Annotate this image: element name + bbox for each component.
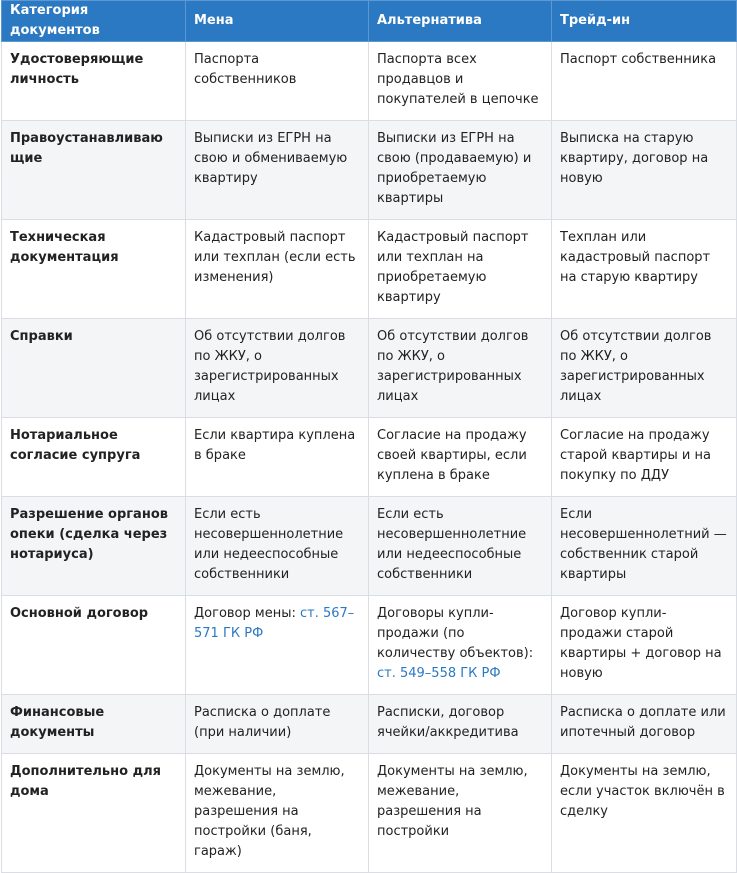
cell-text: Документы на землю, межевание, разрешения на постройки (377, 764, 528, 839)
cell-alternative (369, 754, 552, 873)
header-exchange: Мена (186, 1, 369, 42)
cell-text: Паспорта всех продавцов и покупателей в цепочке (377, 52, 539, 107)
law-article-link[interactable]: ст. 549–558 ГК РФ (377, 666, 501, 681)
cell-text: Техплан или кадастровый паспорт на старую квартиру (560, 230, 711, 285)
header-trade-in: Трейд-ин (552, 1, 737, 42)
table-body (2, 42, 737, 873)
row-category: Справки (2, 319, 186, 418)
table-row (2, 754, 737, 873)
cell-text: Об отсутствии долгов по ЖКУ, о зарегистрированных лицах (377, 329, 529, 404)
table-row (2, 596, 737, 695)
cell-exchange (186, 42, 369, 121)
cell-text: Если квартира куплена в браке (194, 428, 356, 463)
cell-trade-in (552, 319, 737, 418)
cell-text: Договоры купли-продажи (по количеству объектов): (377, 606, 534, 661)
cell-trade-in (552, 42, 737, 121)
cell-text: Согласие на продажу старой квартиры и на покупку по ДДУ (560, 428, 711, 483)
cell-text: Об отсутствии долгов по ЖКУ, о зарегистрированных лицах (194, 329, 346, 404)
table-row (2, 42, 737, 121)
cell-text: Паспорта собственников (194, 52, 297, 87)
cell-text: Расписки, договор ячейки/аккредитива (377, 705, 519, 740)
table-row (2, 319, 737, 418)
cell-trade-in (552, 220, 737, 319)
cell-trade-in (552, 497, 737, 596)
cell-trade-in (552, 121, 737, 220)
cell-exchange (186, 497, 369, 596)
cell-text: Расписка о доплате (при наличии) (194, 705, 331, 740)
row-category: Дополнительно для дома (2, 754, 186, 873)
cell-text: Выписки из ЕГРН на свою (продаваемую) и приобретаемую квартиры (377, 131, 532, 206)
cell-text: Согласие на продажу своей квартиры, если куплена в браке (377, 428, 527, 483)
table-row (2, 418, 737, 497)
table-row (2, 220, 737, 319)
cell-text: Если есть несовершеннолетние или недееспособные собственники (377, 507, 527, 582)
cell-exchange (186, 596, 369, 695)
row-category: Нотариальное согласие супруга (2, 418, 186, 497)
row-category: Удостоверяющие личность (2, 42, 186, 121)
cell-alternative (369, 319, 552, 418)
table-header (2, 1, 737, 42)
cell-exchange (186, 754, 369, 873)
cell-text: Документы на землю, межевание, разрешения на постройки (баня, гараж) (194, 764, 345, 859)
header-alternative: Альтернатива (369, 1, 552, 42)
cell-text: Расписка о доплате или ипотечный договор (560, 705, 726, 740)
cell-alternative (369, 220, 552, 319)
table-row (2, 497, 737, 596)
cell-alternative (369, 695, 552, 754)
cell-text: Если есть несовершеннолетние или недееспособные собственники (194, 507, 344, 582)
cell-trade-in (552, 695, 737, 754)
table-row (2, 695, 737, 754)
cell-text: Документы на землю, если участок включён в сделку (560, 764, 725, 819)
row-category: Финансовые документы (2, 695, 186, 754)
row-category: Техническая документация (2, 220, 186, 319)
cell-text: Кадастровый паспорт или техплан на приобретаемую квартиру (377, 230, 529, 305)
cell-text: Выписки из ЕГРН на свою и обмениваемую квартиру (194, 131, 348, 186)
cell-text: Если несовершеннолетний — собственник старой квартиры (560, 507, 727, 582)
row-category: Основной договор (2, 596, 186, 695)
cell-text: Выписка на старую квартиру, договор на новую (560, 131, 709, 186)
row-category: Разрешение органов опеки (сделка через нотариуса) (2, 497, 186, 596)
cell-text: Кадастровый паспорт или техплан (если есть изменения) (194, 230, 356, 285)
cell-text: Паспорт собственника (560, 52, 717, 67)
law-article-link[interactable]: ст. 567–571 ГК РФ (194, 606, 355, 641)
cell-exchange (186, 319, 369, 418)
cell-alternative (369, 497, 552, 596)
cell-trade-in (552, 418, 737, 497)
cell-text: Об отсутствии долгов по ЖКУ, о зарегистрированных лицах (560, 329, 712, 404)
cell-text: Договор купли-продажи старой квартиры + договор на новую (560, 606, 722, 681)
cell-alternative (369, 42, 552, 121)
cell-exchange (186, 695, 369, 754)
header-category: Категория документов (2, 1, 186, 42)
documents-table (1, 0, 737, 873)
cell-exchange (186, 220, 369, 319)
cell-trade-in (552, 596, 737, 695)
cell-exchange (186, 418, 369, 497)
table-row (2, 121, 737, 220)
cell-text: Договор мены: (194, 606, 300, 621)
cell-alternative (369, 596, 552, 695)
cell-alternative (369, 418, 552, 497)
row-category: Правоустанавливающие (2, 121, 186, 220)
cell-alternative (369, 121, 552, 220)
cell-trade-in (552, 754, 737, 873)
cell-exchange (186, 121, 369, 220)
